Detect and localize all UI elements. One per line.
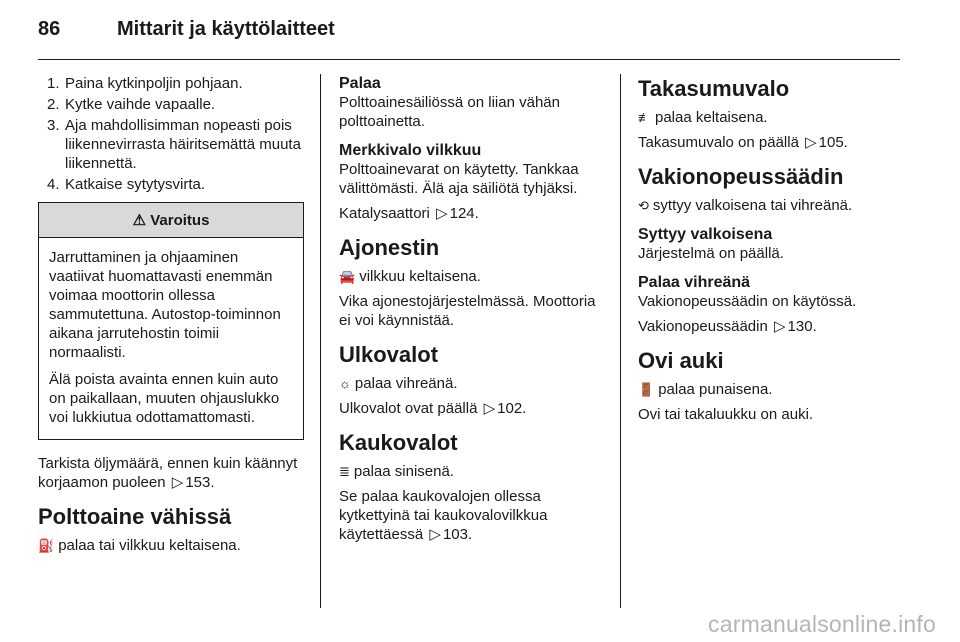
warning-paragraph: Älä poista avainta ennen kuin auto on paikallaan, muuten ohjauslukko voi lukkiutua odottamattomasti.: [49, 371, 280, 426]
column-3: [638, 74, 900, 430]
page-number: 86: [38, 18, 61, 40]
fuel-pump-icon: ⛽: [38, 538, 55, 553]
door-open-text: 🚪 palaa punaisena.: [638, 381, 773, 398]
high-beam-text: ≣ palaa sinisenä.: [339, 463, 454, 480]
subheading-palaa: Palaa: [339, 75, 381, 92]
immobilizer-desc: Vika ajonestojärjestelmässä. Moottoria ei voi käynnistää.: [339, 293, 596, 329]
page-ref-arrow-icon: ▷: [436, 205, 448, 222]
column-2: [339, 74, 605, 550]
page-ref[interactable]: 102.: [497, 400, 527, 417]
warning-triangle-icon: ⚠: [132, 212, 147, 229]
vilkkuu-text: Polttoainevarat on käytetty. Tankkaa välittömästi. Älä aja säiliötä tyhjäksi.: [339, 161, 579, 197]
page-ref[interactable]: 130.: [787, 318, 817, 335]
page-ref-arrow-icon: ▷: [483, 400, 496, 417]
page-ref-arrow-icon: ▷: [774, 318, 786, 335]
exterior-lights-text: ☼ palaa vihreänä.: [339, 375, 458, 392]
page-title: Mittarit ja käyttölaitteet: [117, 18, 335, 40]
exterior-lights-desc: Ulkovalot ovat päällä ▷ 102.: [339, 400, 527, 417]
cruise-control-icon: ⟲: [638, 198, 649, 213]
section-heading-fuel: Polttoaine vähissä: [38, 504, 232, 529]
green-text: Vakionopeussäädin on käytössä.: [638, 293, 857, 310]
column-divider-2: [620, 74, 621, 608]
side-lights-icon: ☼: [339, 376, 351, 391]
section-heading-immobilizer: Ajonestin: [339, 235, 440, 260]
door-open-desc: Ovi tai takaluukku on auki.: [638, 406, 814, 423]
list-item: 2. Kytke vaihde vapaalle.: [47, 96, 216, 113]
section-heading-exterior-lights: Ulkovalot: [339, 342, 439, 367]
page-ref-arrow-icon: ▷: [171, 474, 184, 491]
rear-fog-icon: ≢: [638, 110, 651, 125]
step-list: [38, 74, 304, 194]
header-divider: [38, 59, 900, 60]
watermark: carmanualsonline.info: [708, 611, 936, 637]
page-ref[interactable]: 124.: [449, 205, 479, 222]
section-heading-rear-fog: Takasumuvalo: [638, 76, 790, 101]
section-heading-door-open: Ovi auki: [638, 348, 724, 373]
high-beam-icon: ≣: [339, 464, 350, 479]
list-item: 4. Katkaise sytytysvirta.: [47, 176, 206, 193]
warning-header: [39, 203, 303, 238]
palaa-text: Polttoainesäiliössä on liian vähän polttoainetta.: [339, 94, 560, 130]
page-ref-arrow-icon: ▷: [429, 526, 441, 543]
catalyst-text: Katalysaattori ▷ 124.: [339, 205, 479, 222]
column-1: [38, 74, 304, 561]
immobilizer-text: 🚘 vilkkuu keltaisena.: [339, 268, 481, 285]
list-item: 1. Paina kytkinpoljin pohjaan.: [47, 75, 243, 92]
oil-check-text: Tarkista öljymäärä, ennen kuin käännyt korjaamon puoleen ▷ 153.: [38, 455, 298, 491]
rear-fog-desc: Takasumuvalo on päällä ▷ 105.: [638, 134, 848, 151]
cruise-desc: Vakionopeussäädin ▷ 130.: [638, 318, 817, 335]
warning-box: [38, 202, 304, 440]
subheading-white: Syttyy valkoisena: [638, 226, 773, 243]
rear-fog-text: ≢ palaa keltaisena.: [638, 109, 768, 126]
page-ref[interactable]: 103.: [442, 526, 473, 543]
warning-body: [39, 238, 303, 439]
subheading-green: Palaa vihreänä: [638, 274, 751, 291]
fuel-text: ⛽ palaa tai vilkkuu keltaisena.: [38, 537, 241, 554]
section-heading-cruise-control: Vakionopeussäädin: [638, 164, 844, 189]
section-heading-high-beam: Kaukovalot: [339, 430, 458, 455]
high-beam-desc: Se palaa kaukovalojen ollessa kytkettyinä tai kaukovalovilkkua käytettäessä ▷ 103.: [339, 488, 548, 543]
page-ref[interactable]: 105.: [818, 134, 848, 151]
column-divider-1: [320, 74, 321, 608]
subheading-vilkkuu: Merkkivalo vilkkuu: [339, 142, 482, 159]
page-ref-arrow-icon: ▷: [805, 134, 817, 151]
warning-paragraph: Jarruttaminen ja ohjaaminen vaatiivat huomattavasti enemmän voimaa moottorin ollessa sammutettuna. Autostop-toiminnon aikana jarrutehostin toimii normaalisti.: [49, 249, 281, 361]
car-key-icon: 🚘: [339, 269, 356, 284]
warning-title: Varoitus: [150, 212, 210, 229]
list-item: 3. Aja mahdollisimman nopeasti pois liikennevirrasta häiritsemättä muuta liikennettä.: [47, 117, 301, 172]
white-text: Järjestelmä on päällä.: [638, 245, 784, 262]
page-ref[interactable]: 153.: [185, 474, 215, 491]
door-open-icon: 🚪: [638, 382, 655, 397]
cruise-text: ⟲ syttyy valkoisena tai vihreänä.: [638, 197, 853, 214]
